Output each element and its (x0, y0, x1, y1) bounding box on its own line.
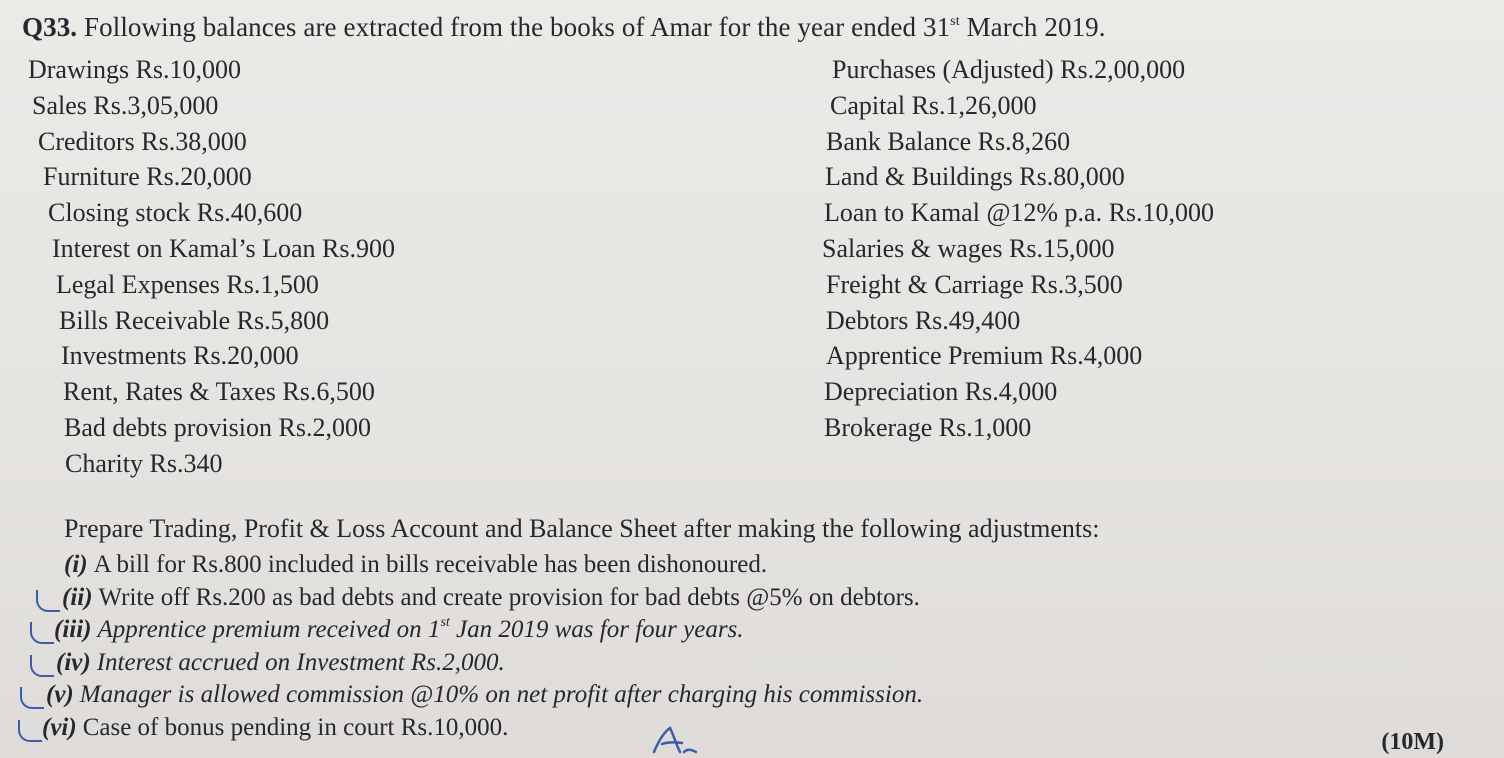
adjustment-text: Apprentice premium received on 1st Jan 2019 was for four years. (97, 615, 744, 644)
adjustment-number: (iv) (56, 648, 91, 676)
balance-item: Purchases (Adjusted) Rs.2,00,000 (832, 55, 1186, 84)
balance-item: Debtors Rs.49,400 (826, 305, 1021, 335)
adjustment-text: A bill for Rs.800 included in bills receivable has been dishonoured. (93, 551, 768, 578)
balance-item: Loan to Kamal @12% p.a. Rs.10,000 (824, 198, 1215, 228)
adjustment-item (0, 712, 923, 745)
pen-tick-mark (30, 622, 54, 644)
balance-item: Rent, Rates & Taxes Rs.6,500 (63, 377, 375, 407)
balance-item: Interest on Kamal’s Loan Rs.900 (52, 233, 395, 263)
adjustment-number: (i) (64, 551, 88, 578)
question-text: Following balances are extracted from the books of Amar for the year ended 31 (84, 12, 951, 42)
question-number: Q33. (22, 12, 78, 42)
balance-item: Salaries & wages Rs.15,000 (822, 233, 1115, 263)
adjustment-number: (v) (46, 681, 74, 709)
balance-item: Bad debts provision Rs.2,000 (64, 412, 371, 442)
adjustment-item (0, 647, 923, 680)
pen-tick-mark (30, 655, 54, 677)
pen-scribble-mark (648, 722, 708, 758)
balance-item: Investments Rs.20,000 (61, 341, 299, 371)
balance-item: Bank Balance Rs.8,260 (826, 126, 1071, 156)
balance-item: Freight & Carriage Rs.3,500 (826, 269, 1123, 299)
adjustment-text: Write off Rs.200 as bad debts and create provision for bad debts @5% on debtors. (98, 583, 920, 611)
pen-tick-mark (36, 590, 60, 612)
balances-right-column (822, 52, 1214, 446)
adjustment-item (0, 679, 923, 712)
adjustment-item (0, 614, 923, 647)
adjustments-list (0, 549, 923, 745)
balance-item: Bills Receivable Rs.5,800 (59, 305, 330, 335)
balance-item: Land & Buildings Rs.80,000 (825, 162, 1125, 192)
instruction-text: Prepare Trading, Profit & Loss Account and Balance Sheet after making the following adjustments: (64, 514, 1100, 543)
marks-label: (10M) (1381, 729, 1444, 755)
balance-item: Brokerage Rs.1,000 (824, 412, 1032, 442)
pen-tick-mark (18, 720, 42, 742)
pen-tick-mark (20, 687, 44, 709)
balance-item: Depreciation Rs.4,000 (824, 377, 1058, 407)
adjustment-number: (vi) (42, 713, 77, 741)
adjustment-text: Manager is allowed commission @10% on net profit after charging his commission. (79, 681, 924, 709)
balance-item: Furniture Rs.20,000 (43, 162, 252, 192)
balance-item: Drawings Rs.10,000 (28, 55, 242, 84)
adjustment-number: (iii) (54, 616, 92, 644)
question-text-end: March 2019. (959, 12, 1106, 42)
adjustment-item (0, 582, 923, 615)
adjustment-text: Interest accrued on Investment Rs.2,000. (96, 648, 505, 676)
balance-item: Creditors Rs.38,000 (38, 126, 247, 156)
balance-item: Charity Rs.340 (65, 448, 223, 478)
adjustment-text: Case of bonus pending in court Rs.10,000. (82, 713, 509, 741)
question-heading (22, 12, 1106, 43)
balance-item: Closing stock Rs.40,600 (48, 198, 303, 228)
balance-item: Capital Rs.1,26,000 (830, 90, 1037, 120)
balance-item: Sales Rs.3,05,000 (32, 90, 219, 120)
question-text-sup: st (950, 14, 960, 29)
adjustment-number: (ii) (62, 583, 93, 611)
balances-left-column (28, 52, 395, 482)
adjustment-item (0, 549, 923, 582)
balance-item: Legal Expenses Rs.1,500 (56, 269, 319, 299)
balance-item: Apprentice Premium Rs.4,000 (826, 341, 1143, 371)
